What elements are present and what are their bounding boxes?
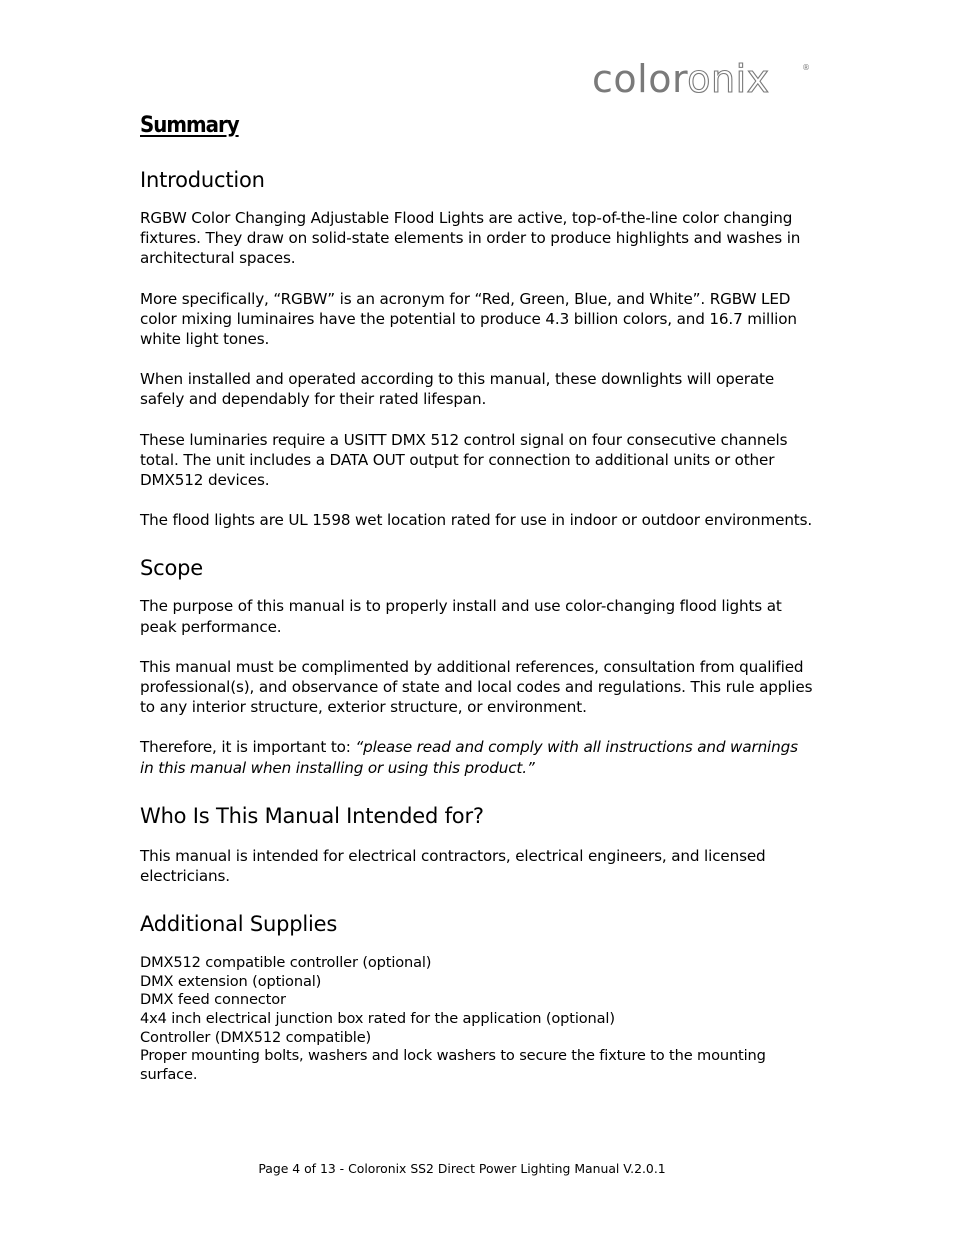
- logo-text-end: nix: [711, 57, 770, 101]
- introduction-paragraph-1: RGBW Color Changing Adjustable Flood Lights are active, top-of-the-line color changing fixtures. They draw on solid-state elements in order to produce highlights and washes in architectural spaces.: [140, 209, 801, 268]
- logo-text-strong: color: [592, 57, 688, 101]
- scope-heading: Scope: [140, 556, 203, 581]
- supplies-item: DMX512 compatible controller (optional): [140, 954, 432, 972]
- supplies-list: [140, 954, 815, 1084]
- scope-note: [140, 737, 815, 777]
- scope-paragraph-1: The purpose of this manual is to properly install and use color-changing flood lights at peak performance.: [140, 597, 782, 636]
- introduction-paragraph-4: These luminaries require a USITT DMX 512 control signal on four consecutive channels total. The unit includes a DATA OUT output for connection to additional units or other DMX512 devices.: [140, 430, 788, 490]
- audience-heading: Who Is This Manual Intended for?: [140, 803, 484, 828]
- page-footer: Page 4 of 13 - Coloronix SS2 Direct Power Lighting Manual V.2.0.1: [258, 1161, 666, 1176]
- supplies-item: DMX feed connector: [140, 991, 286, 1009]
- supplies-item: 4x4 inch electrical junction box rated for the application (optional): [140, 1010, 615, 1028]
- svg-text:coloronix: [592, 57, 770, 101]
- page-content: [140, 112, 815, 1084]
- scope-paragraph-2: This manual must be complimented by additional references, consultation from qualified professional(s), and observance of state and local codes and regulations. This rule applies to any interior structure, exterior structure, or environment.: [140, 657, 813, 717]
- coloronix-logo-mark: [590, 50, 820, 106]
- scope-note-quote: “please read and comply with all instructions and warnings in this manual when installing or using this product.”: [140, 738, 798, 777]
- introduction-paragraph-3: When installed and operated according to this manual, these downlights will operate safely and dependably for their rated lifespan.: [140, 370, 775, 409]
- summary-heading: Summary: [140, 113, 239, 138]
- supplies-heading: Additional Supplies: [140, 912, 338, 937]
- brand-logo: [590, 50, 820, 106]
- introduction-heading: Introduction: [140, 168, 265, 192]
- supplies-item: DMX extension (optional): [140, 972, 322, 990]
- introduction-paragraph-5: The flood lights are UL 1598 wet location rated for use in indoor or outdoor environments.: [140, 511, 813, 530]
- registered-mark: ®: [802, 63, 810, 72]
- logo-text-outline: o: [687, 57, 711, 101]
- supplies-item: Controller (DMX512 compatible): [140, 1028, 372, 1046]
- scope-note-prefix: Therefore, it is important to:: [140, 738, 356, 757]
- introduction-paragraph-2: More specifically, “RGBW” is an acronym for “Red, Green, Blue, and White”. RGBW LED color mixing luminaires have the potential to produce 4.3 billion colors, and 16.7 million white light tones.: [140, 289, 797, 349]
- supplies-item: Proper mounting bolts, washers and lock washers to secure the fixture to the mounting surface.: [140, 1047, 766, 1083]
- audience-paragraph: This manual is intended for electrical contractors, electrical engineers, and licensed electricians.: [140, 846, 766, 886]
